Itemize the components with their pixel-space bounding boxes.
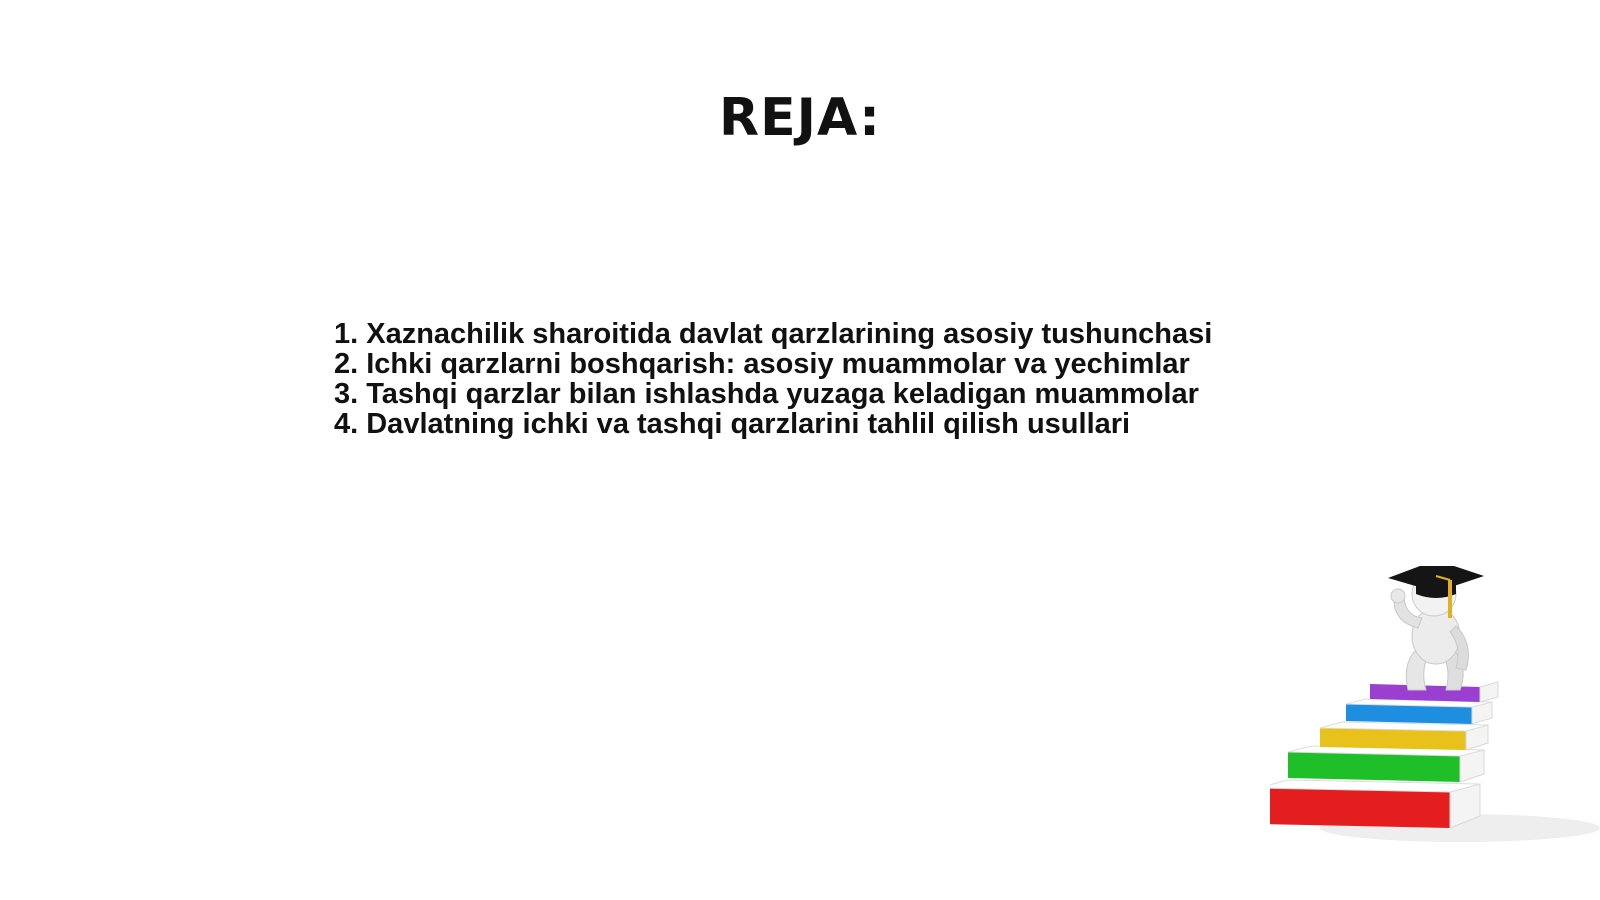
graduate-on-books-icon xyxy=(1270,566,1600,866)
red-book xyxy=(1270,780,1480,828)
list-item: 1. Xaznachilik sharoitida davlat qarzlarining asosiy tushunchasi xyxy=(334,318,1213,350)
blue-book xyxy=(1346,699,1492,724)
slide-title: REJA: xyxy=(719,88,881,148)
yellow-book xyxy=(1320,722,1488,750)
list-item: 3. Tashqi qarzlar bilan ishlashda yuzaga keladigan muammolar xyxy=(334,378,1199,410)
plan-list xyxy=(334,316,1214,440)
purple-book xyxy=(1370,682,1498,702)
list-item: 2. Ichki qarzlarni boshqarish: asosiy muammolar va yechimlar xyxy=(334,348,1190,380)
list-item: 4. Davlatning ichki va tashqi qarzlarini tahlil qilish usullari xyxy=(334,408,1131,440)
green-book xyxy=(1288,746,1484,782)
graduate-figure xyxy=(1388,566,1484,690)
